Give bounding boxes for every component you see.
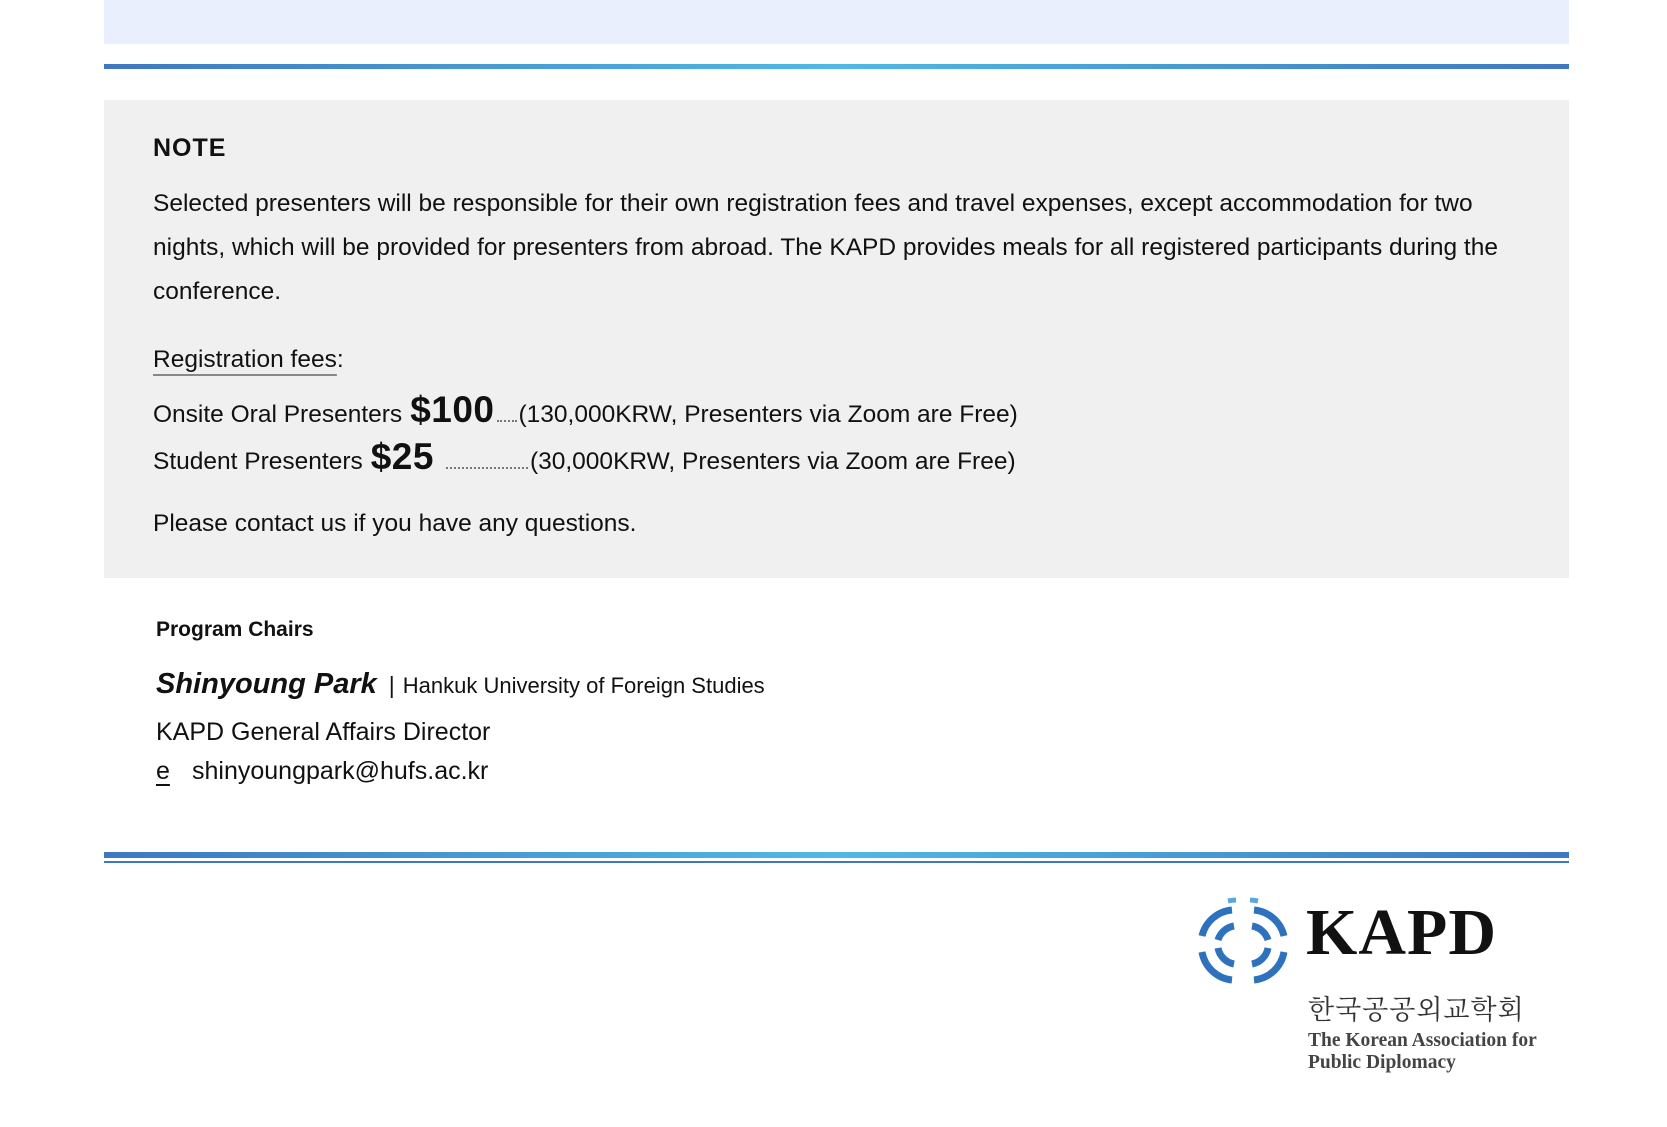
dot-leader (497, 419, 517, 422)
fees-heading-label: Registration fees (153, 346, 337, 373)
logo-english-name (1308, 1030, 1537, 1074)
bottom-divider-thin (104, 861, 1569, 863)
note-body: Selected presenters will be responsible for their own registration fees and travel expenses, except accommodation for two nights, which will be provided for presenters from abroad. The KAPD provides meals for all registered participants during the conference. (153, 190, 1498, 305)
chair-name-line (156, 668, 765, 701)
email-link[interactable]: shinyoungpark@hufs.ac.kr (192, 757, 489, 785)
top-divider (104, 64, 1569, 69)
logo-english-line: Public Diplomacy (1308, 1052, 1456, 1073)
logo-english-line: The Korean Association for (1308, 1030, 1537, 1051)
separator: | (388, 672, 395, 698)
fee-label: Onsite Oral Presenters (153, 401, 403, 428)
fees-heading-colon: : (336, 346, 344, 373)
fee-label: Student Presenters (153, 448, 363, 475)
fee-amount: $25 (370, 436, 434, 477)
fee-detail: (130,000KRW, Presenters via Zoom are Free) (518, 401, 1018, 428)
fee-amount: $100 (410, 389, 495, 430)
logo-wordmark: KAPD (1306, 896, 1497, 969)
note-box (104, 100, 1569, 578)
fee-detail: (30,000KRW, Presenters via Zoom are Free) (529, 448, 1016, 475)
note-title: NOTE (153, 134, 227, 162)
dot-leader (446, 466, 528, 469)
kapd-logo-icon (1188, 896, 1298, 990)
fee-row-student (153, 436, 1016, 478)
chair-email-line (156, 757, 488, 786)
fees-heading (153, 346, 344, 374)
program-chairs-title: Program Chairs (156, 618, 314, 641)
fee-row-oral (153, 389, 1018, 431)
top-band (104, 0, 1569, 44)
logo-korean-name: 한국공공외교학회 (1308, 995, 1525, 1025)
chair-affiliation: Hankuk University of Foreign Studies (402, 673, 765, 698)
chair-role: KAPD General Affairs Director (156, 718, 491, 746)
contact-note: Please contact us if you have any questions. (153, 510, 637, 537)
chair-name: Shinyoung Park (156, 668, 377, 700)
bottom-divider (104, 852, 1569, 858)
email-label: e (156, 757, 170, 785)
